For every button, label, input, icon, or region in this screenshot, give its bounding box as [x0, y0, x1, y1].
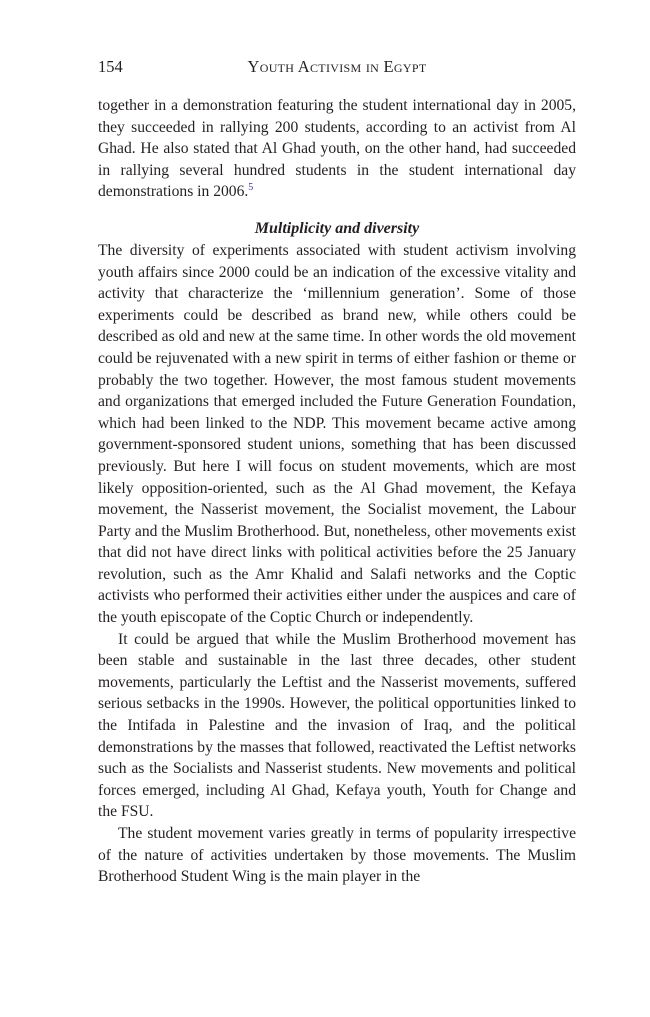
- section-heading: Multiplicity and diversity: [254, 219, 420, 237]
- paragraph-3: The student movement varies greatly in terms of popularity irrespective of the nature of activities undertaken by those movements. The Muslim Brotherhood Student Wing is the main player in the: [98, 825, 576, 886]
- page-number: 154: [98, 57, 123, 76]
- running-title: Youth Activism in Egypt: [247, 57, 427, 76]
- body-text: [98, 95, 576, 888]
- paragraph-2: It could be argued that while the Muslim Brotherhood movement has been stable and sustainable in the last three decades, other student movements, particularly the Leftist and the Nasserist movements, suffered serious setbacks in the 1990s. However, the political opportunities linked to the Intifada in Palestine and the invasion of Iraq, and the political demonstrations by the masses that followed, reactivated the Leftist networks such as the Socialists and Nasserist students. New movements and political forces emerged, including Al Ghad, Kefaya youth, Youth for Change and the FSU.: [98, 630, 576, 821]
- paragraph-continued-text: together in a demonstration featuring the student international day in 2005, they succeeded in rallying 200 students, according to an activist from Al Ghad. He also stated that Al Ghad youth, on the other hand, had succeeded in rallying several hundred students in the student international day demonstrations in 2006.: [98, 97, 576, 201]
- paragraph-continued: [98, 95, 576, 203]
- paragraph-1: The diversity of experiments associated with student activism involving youth affairs since 2000 could be an indication of the excessive vitality and activity that characterize the ‘millennium generation’. Some of those experiments could be described as brand new, while others could be described as old and new at the same time. In other words the old movement could be rejuvenated with a new spirit in terms of either fashion or theme or probably the two together. However, the most famous student movements and organizations that emerged included the Future Generation Foundation, which had been linked to the NDP. This movement became active among government-sponsored student unions, something that has been discussed previously. But here I will focus on student movements, which are most likely opposition-oriented, such as the Al Ghad movement, the Kefaya movement, the Nasserist movement, the Socialist movement, the Labour Party and the Muslim Brotherhood. But, nonetheless, other movements exist that did not have direct links with political activities before the 25 January revolution, such as the Amr Khalid and Salafi networks and the Coptic activists who performed their activities either under the auspices and care of the youth episcopate of the Coptic Church or independently.: [98, 241, 576, 627]
- running-head: [98, 56, 576, 78]
- footnote-reference[interactable]: 5: [248, 182, 254, 194]
